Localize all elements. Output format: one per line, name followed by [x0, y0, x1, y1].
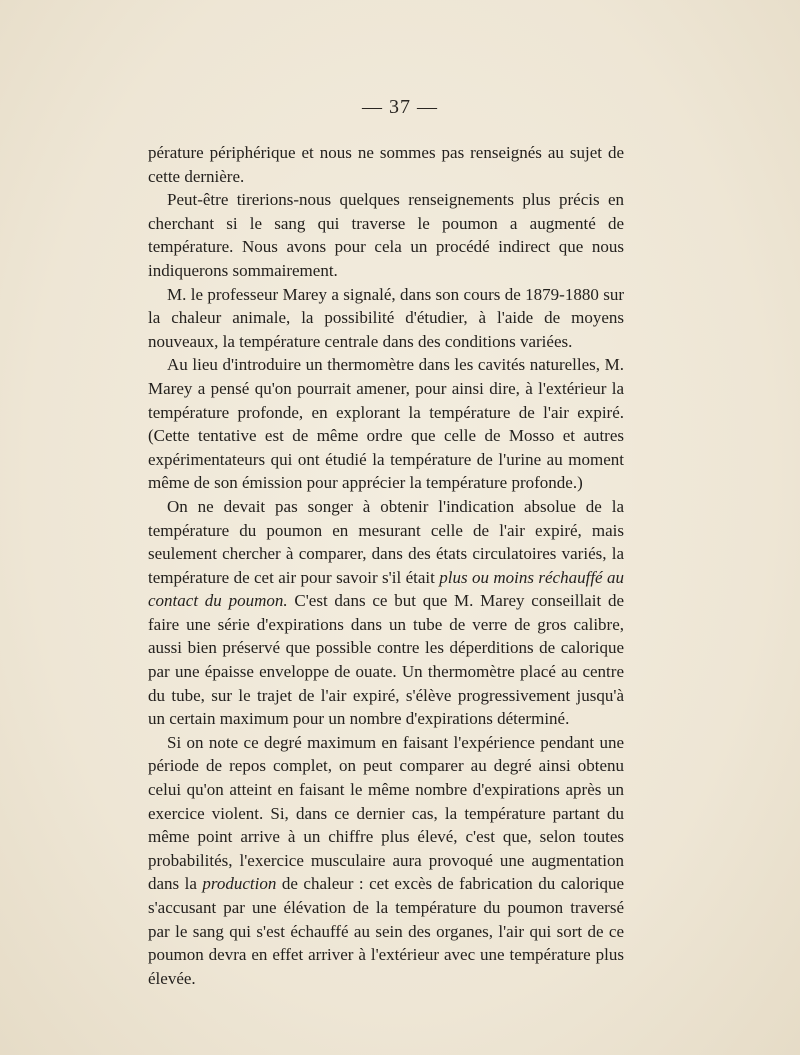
paragraph-4: Au lieu d'introduire un thermomètre dans les cavités naturelles, M. Marey a pensé qu'on pourrait amener, pour ainsi dire, à l'extérieur la température profonde, en explorant la température de l'air expiré. (Cette tentative est de même ordre que celle de Mosso et autres expérimentateurs qui ont étudié la température de l'urine au moment même de son émission pour apprécier la température profonde.) [148, 355, 624, 493]
paragraph-6-italic: production [202, 874, 277, 894]
body-text [148, 141, 624, 990]
paragraph-5 [148, 495, 624, 731]
paragraph-6-text-before: Si on note ce degré maximum en faisant l'expérience pendant une période de repos complet, on peut comparer au degré ainsi obtenu celui qu'on atteint en faisant le même nombre d'expirations après un exercice violent. Si, dans ce dernier cas, la température partant du même point arrive à un chiffre plus élevé, c'est que, selon toutes probabilités, l'exercice musculaire aura provoqué une augmentation dans la [148, 732, 624, 894]
paragraph-6 [148, 731, 624, 991]
paragraph-5-text-after: C'est dans ce but que M. Marey conseillait de faire une série d'expirations dans un tube de verre de gros calibre, aussi bien préservé que possible contre les déperditions de calorique par une épaisse enveloppe de ouate. Un thermomètre placé au centre du tube, sur le trajet de l'air expiré, s'élève progressivement jusqu'à un certain maximum pour un nombre d'expirations déterminé. [148, 591, 624, 729]
paragraph-5-italic: plus ou moins réchauffé au contact du poumon. [148, 567, 624, 611]
page-number: — 37 — [362, 96, 438, 118]
paragraph-6-text-after: de chaleur : cet excès de fabrication du calorique s'accusant par une élévation de la température du poumon traversé par le sang qui s'est échauffé au sein des organes, l'air qui sort de ce poumon devra en effet arriver à l'extérieur avec une température plus élevée. [148, 874, 624, 988]
paragraph-2: Peut-être tirerions-nous quelques renseignements plus précis en cherchant si le sang qui traverse le poumon a augmenté de température. Nous avons pour cela un procédé indirect que nous indiquerons sommairement. [148, 190, 624, 280]
paragraph-1: pérature périphérique et nous ne sommes pas renseignés au sujet de cette dernière. [148, 143, 624, 186]
paragraph-3: M. le professeur Marey a signalé, dans son cours de 1879-1880 sur la chaleur animale, la possibilité d'étudier, à l'aide de moyens nouveaux, la température centrale dans des conditions variées. [148, 284, 624, 351]
paragraph-5-text-before: On ne devait pas songer à obtenir l'indication absolue de la température du poumon en mesurant celle de l'air expiré, mais seulement chercher à comparer, dans des états circulatoires variés, la température de cet air pour savoir s'il était [148, 496, 624, 587]
